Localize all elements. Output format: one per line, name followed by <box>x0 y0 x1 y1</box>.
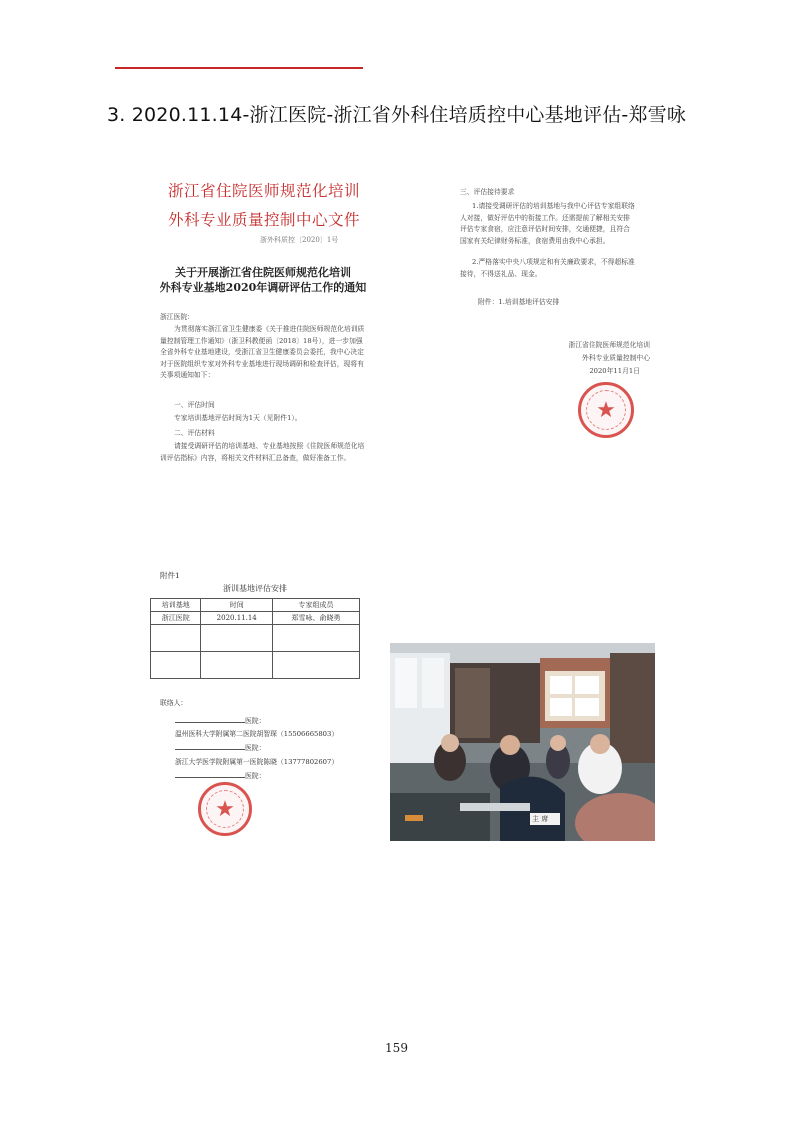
assessment-schedule-table <box>150 598 360 679</box>
section3-paragraph-1: 1.请接受调研评估的培训基地与我中心评估专家组联络人对接，做好评估中的衔接工作。还需提前了解相关安排评估专家食宿，应注意评估时间安排，交通便捷，且符合国家有关纪律财务标准，食宿费用由我中心承担。 <box>460 202 635 245</box>
table-cell <box>151 652 201 679</box>
contact-line-3 <box>175 770 265 780</box>
contact-suffix: 医院： <box>245 744 266 752</box>
table-header-cell: 专家组成员 <box>272 599 359 612</box>
official-seal-icon: ★ <box>578 382 634 438</box>
contact-line-2 <box>175 742 265 752</box>
contact-1-detail: 温州医科大学附属第二医院胡智琛（15506665803） <box>175 730 339 738</box>
table-cell <box>201 652 273 679</box>
red-rule-divider <box>115 67 363 69</box>
section2-title: 二、评估材料 <box>174 429 215 437</box>
notice-salutation: 浙江医院： <box>160 313 194 321</box>
meeting-photo-illustration <box>390 643 655 841</box>
attachment-note: 附件：1.培训基地评估安排 <box>478 298 560 306</box>
table-cell <box>272 625 359 652</box>
section3-paragraph-2: 2.严格落实中央八项规定和有关廉政要求，不得超标准接待，不得送礼品、现金。 <box>460 258 635 278</box>
attachment-title: 浙训基地评估安排 <box>223 584 287 593</box>
contact-2-detail: 浙江大学医学院附属第一医院陈晓（13777802607） <box>175 758 339 766</box>
table-header-cell: 时间 <box>201 599 273 612</box>
table-row <box>151 652 360 679</box>
section1-title: 一、评估时间 <box>174 401 215 409</box>
notice-org-line2: 外科专业质量控制中心文件 <box>167 211 360 229</box>
table-cell: 2020.11.14 <box>201 612 273 625</box>
notice-paragraph-1: 为贯彻落实浙江省卫生健康委《关于推进住院医师规范化培训质量控制管理工作通知》（浙卫科教便函〔2018〕18号），进一步加强全省外科专业基地建设，受浙江省卫生健康委员会委托，我中心决定对于医院组织专家对外科专业基地进行现场调研和检查评估，现将有关事项通知如下： <box>160 325 365 379</box>
sign-org-line2: 外科专业质量控制中心 <box>582 354 650 362</box>
notice-title-line2: 外科专业基地2020年调研评估工作的通知 <box>159 281 367 294</box>
sign-org-line1: 浙江省住院医师规范化培训 <box>568 341 650 349</box>
table-header-cell: 培训基地 <box>151 599 201 612</box>
table-cell <box>151 625 201 652</box>
nameplate-text: 主 席 <box>532 815 549 823</box>
notice-title <box>148 265 378 295</box>
blank-underline <box>175 716 245 723</box>
attachment-label: 附件1 <box>160 571 180 580</box>
section2-text: 请接受调研评估的培训基地、专业基地按照《住院医师规范化培训评估指标》内容，将相关文件材料汇总备查，做好准备工作。 <box>160 442 365 462</box>
section1-text: 专家培训基地评估时间为1天（见附件1）。 <box>174 414 302 422</box>
table-cell <box>272 652 359 679</box>
table-row <box>151 612 360 625</box>
table-cell <box>201 625 273 652</box>
blank-underline <box>175 743 245 750</box>
contact-suffix: 医院： <box>245 717 266 725</box>
table-row <box>151 625 360 652</box>
contact-suffix: 医院： <box>245 772 266 780</box>
table-cell: 浙江医院 <box>151 612 201 625</box>
notice-org-line1: 浙江省住院医师规范化培训 <box>167 182 360 200</box>
blank-underline <box>175 771 245 778</box>
page-heading: 3. 2020.11.14-浙江医院-浙江省外科住培质控中心基地评估-郑雪咏 <box>106 104 687 126</box>
document-number: 浙外科质控〔2020〕1号 <box>260 236 339 244</box>
section3-title: 三、评估接待要求 <box>460 188 515 196</box>
notice-title-line1: 关于开展浙江省住院医师规范化培训 <box>175 266 351 279</box>
official-seal-icon: ★ <box>198 782 252 836</box>
page-number: 159 <box>385 1041 408 1055</box>
sign-date: 2020年11月1日 <box>589 367 640 375</box>
contact-line-1 <box>175 715 265 725</box>
contacts-label: 联络人： <box>160 699 188 707</box>
table-header-row <box>151 599 360 612</box>
meeting-photo <box>390 643 655 841</box>
table-cell: 郑雪咏、俞晓勇 <box>272 612 359 625</box>
